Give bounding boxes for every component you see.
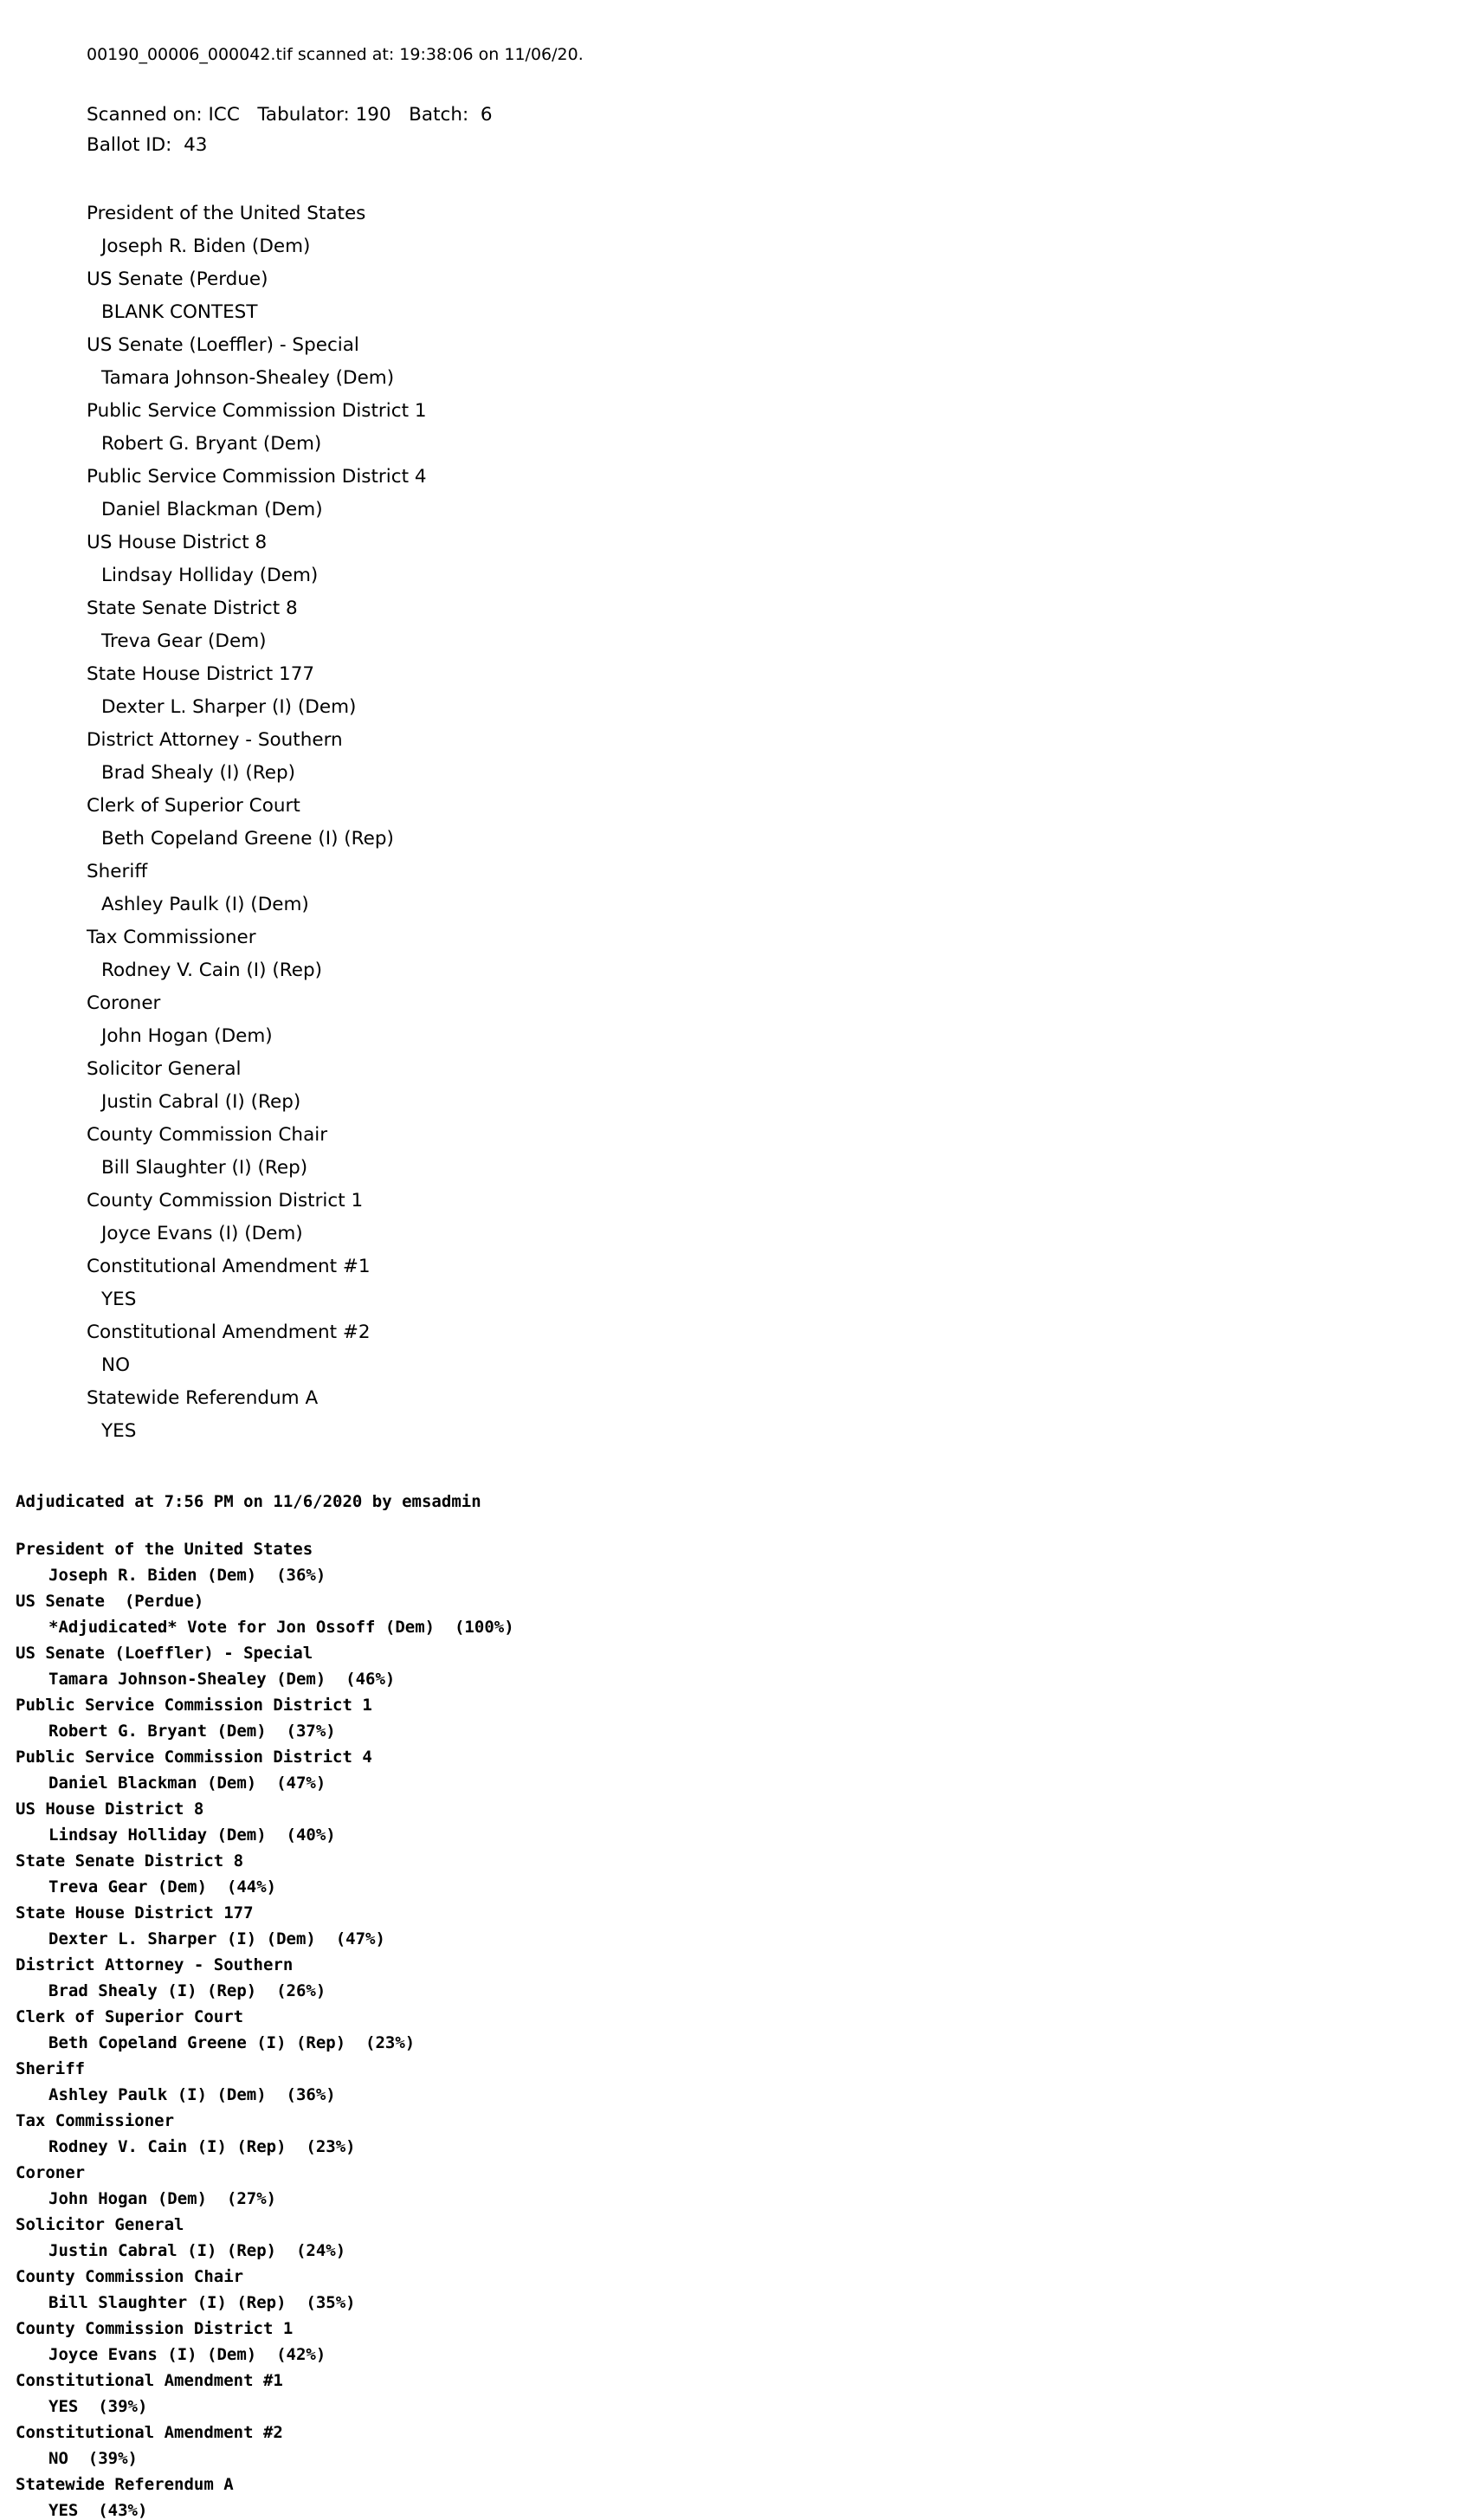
selection-choice: Joseph R. Biden (Dem) [101, 235, 311, 257]
adjudication-contest-name: Public Service Commission District 1 [16, 1696, 372, 1716]
selection-choice: YES [101, 1419, 137, 1442]
selection-contest-name: President of the United States [87, 202, 366, 224]
adjudication-choice: Joseph R. Biden (Dem) (36%) [48, 1566, 326, 1586]
selection-contest-name: Sheriff [87, 860, 148, 882]
adjudication-contest-name: Solicitor General [16, 2215, 184, 2235]
adjudication-choice: John Hogan (Dem) (27%) [48, 2189, 277, 2209]
adjudication-contest-name: President of the United States [16, 1540, 313, 1560]
adjudication-choice: Dexter L. Sharper (I) (Dem) (47%) [48, 1929, 385, 1949]
selection-contest-name: State Senate District 8 [87, 597, 298, 619]
adjudication-contest-name: Constitutional Amendment #1 [16, 2371, 283, 2391]
selection-contest-name: US Senate (Loeffler) - Special [87, 333, 359, 356]
selection-contest-name: US House District 8 [87, 531, 268, 553]
selection-contest-name: Public Service Commission District 4 [87, 465, 427, 488]
adjudication-choice: Ashley Paulk (I) (Dem) (36%) [48, 2085, 336, 2105]
selection-contest-name: County Commission Chair [87, 1123, 328, 1146]
adjudication-contest-name: District Attorney - Southern [16, 1955, 294, 1975]
adjudication-contest-name: Clerk of Superior Court [16, 2007, 244, 2027]
adjudication-contest-name: Sheriff [16, 2059, 86, 2079]
selection-choice: Justin Cabral (I) (Rep) [101, 1090, 301, 1113]
adjudication-contest-name: State Senate District 8 [16, 1851, 244, 1871]
adjudication-choice: Joyce Evans (I) (Dem) (42%) [48, 2345, 326, 2365]
adjudication-choice: Daniel Blackman (Dem) (47%) [48, 1774, 326, 1793]
selection-contest-name: Statewide Referendum A [87, 1386, 319, 1409]
selection-choice: Robert G. Bryant (Dem) [101, 432, 322, 455]
adjudication-choice: Bill Slaughter (I) (Rep) (35%) [48, 2293, 356, 2313]
adjudication-header: Adjudicated at 7:56 PM on 11/6/2020 by emsadmin [16, 1492, 481, 1512]
adjudication-contest-name: Statewide Referendum A [16, 2475, 234, 2495]
selection-choice: Tamara Johnson-Shealey (Dem) [101, 366, 395, 389]
adjudication-contest-name: County Commission District 1 [16, 2319, 294, 2339]
ballot-id-line: Ballot ID: 43 [87, 134, 208, 157]
adjudication-contest-name: Coroner [16, 2163, 86, 2183]
adjudication-contest-name: Public Service Commission District 4 [16, 1748, 372, 1767]
selection-contest-name: Constitutional Amendment #1 [87, 1255, 371, 1277]
adjudication-contest-name: US Senate (Perdue) [16, 1592, 204, 1612]
selection-choice: NO [101, 1354, 131, 1376]
adjudication-choice: Tamara Johnson-Shealey (Dem) (46%) [48, 1670, 396, 1690]
ballot-selections-list [0, 204, 1478, 1441]
selection-contest-name: Public Service Commission District 1 [87, 399, 427, 422]
selection-choice: YES [101, 1288, 137, 1310]
adjudication-choice: Justin Cabral (I) (Rep) (24%) [48, 2241, 346, 2261]
adjudication-contest-name: Constitutional Amendment #2 [16, 2423, 283, 2443]
selection-contest-name: Coroner [87, 992, 161, 1014]
selection-choice: Dexter L. Sharper (I) (Dem) [101, 695, 357, 718]
selection-choice: BLANK CONTEST [101, 300, 258, 323]
selection-contest-name: Clerk of Superior Court [87, 794, 300, 817]
adjudication-choice: NO (39%) [48, 2449, 138, 2469]
selection-contest-name: Solicitor General [87, 1057, 242, 1080]
adjudication-choice: YES (43%) [48, 2501, 148, 2520]
selection-contest-name: Tax Commissioner [87, 926, 256, 948]
selection-contest-name: County Commission District 1 [87, 1189, 364, 1212]
adjudication-choice: Beth Copeland Greene (I) (Rep) (23%) [48, 2033, 416, 2053]
adjudication-results-list [16, 1541, 1478, 2519]
adjudication-choice: Treva Gear (Dem) (44%) [48, 1877, 277, 1897]
adjudication-choice: *Adjudicated* Vote for Jon Ossoff (Dem) (100%) [48, 1618, 514, 1638]
selection-choice: Daniel Blackman (Dem) [101, 498, 323, 520]
adjudication-contest-name: US House District 8 [16, 1800, 204, 1819]
selection-choice: Bill Slaughter (I) (Rep) [101, 1156, 308, 1179]
selection-contest-name: US Senate (Perdue) [87, 268, 268, 290]
selection-choice: Ashley Paulk (I) (Dem) [101, 893, 309, 915]
selection-choice: Beth Copeland Greene (I) (Rep) [101, 827, 394, 850]
adjudication-choice: Rodney V. Cain (I) (Rep) (23%) [48, 2137, 356, 2157]
selection-contest-name: Constitutional Amendment #2 [87, 1321, 371, 1343]
selection-choice: Lindsay Holliday (Dem) [101, 564, 319, 586]
adjudication-choice: Robert G. Bryant (Dem) (37%) [48, 1722, 336, 1741]
selection-choice: John Hogan (Dem) [101, 1024, 273, 1047]
selection-contest-name: State House District 177 [87, 662, 315, 685]
adjudication-choice: Lindsay Holliday (Dem) (40%) [48, 1825, 336, 1845]
adjudication-contest-name: State House District 177 [16, 1903, 254, 1923]
adjudication-section [0, 1494, 1478, 2519]
selection-choice: Rodney V. Cain (I) (Rep) [101, 959, 322, 981]
adjudication-choice: Brad Shealy (I) (Rep) (26%) [48, 1981, 326, 2001]
adjudication-contest-name: US Senate (Loeffler) - Special [16, 1644, 313, 1664]
selection-contest-name: District Attorney - Southern [87, 728, 343, 751]
adjudication-contest-name: County Commission Chair [16, 2267, 244, 2287]
selection-choice: Joyce Evans (I) (Dem) [101, 1222, 303, 1244]
selection-choice: Brad Shealy (I) (Rep) [101, 761, 296, 784]
selection-choice: Treva Gear (Dem) [101, 630, 267, 652]
adjudication-choice: YES (39%) [48, 2397, 148, 2417]
scan-source-line: Scanned on: ICC Tabulator: 190 Batch: 6 [87, 103, 493, 126]
scan-metadata [0, 100, 1478, 161]
scan-file-line: 00190_00006_000042.tif scanned at: 19:38:06 on 11/06/20. [87, 45, 584, 64]
adjudication-contest-name: Tax Commissioner [16, 2111, 175, 2131]
